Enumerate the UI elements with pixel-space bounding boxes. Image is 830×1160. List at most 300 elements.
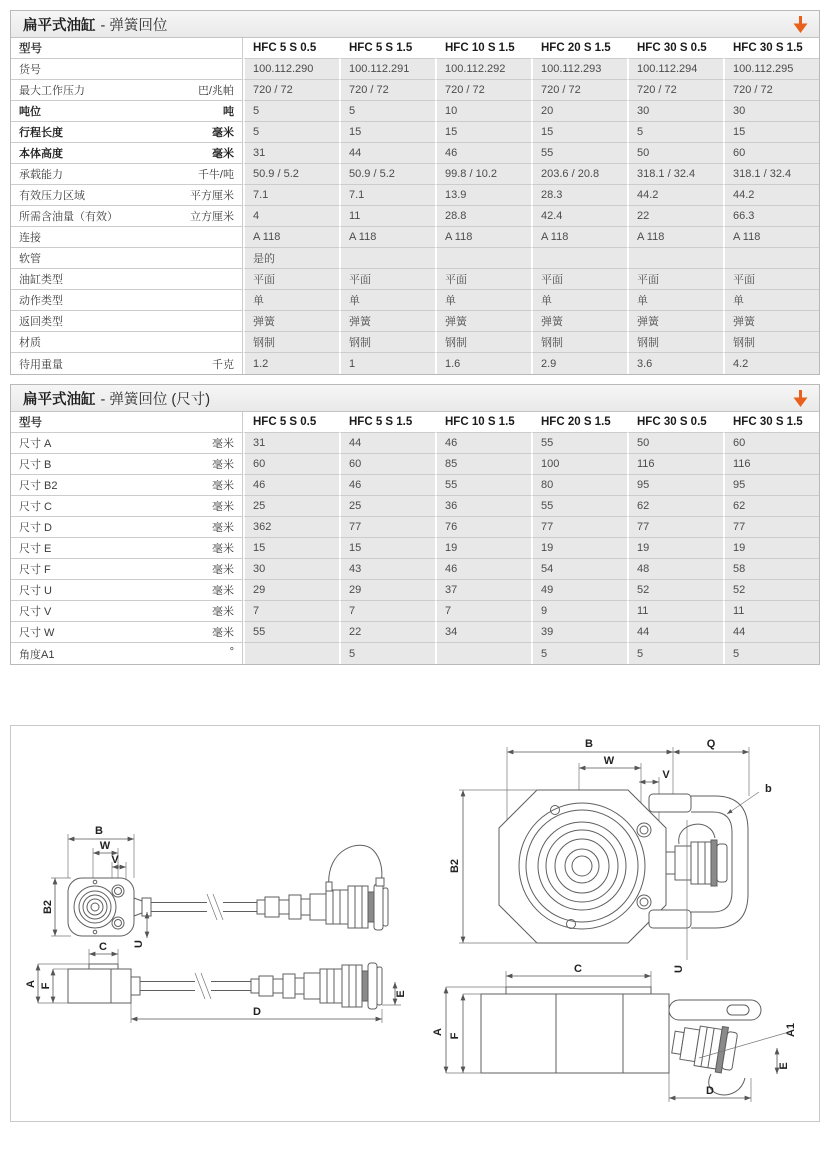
table-row — [11, 332, 819, 353]
model-header-row — [11, 38, 819, 59]
jump-down-arrow-icon[interactable] — [790, 13, 811, 36]
cell-value: 5 — [627, 122, 723, 143]
cell-value: 15 — [435, 122, 531, 143]
row-label-cell — [11, 248, 243, 269]
cell-value: 62 — [723, 496, 819, 517]
cell-value: A 118 — [723, 227, 819, 248]
cell-value: 5 — [339, 101, 435, 122]
cell-value: 平面 — [339, 269, 435, 290]
dim-label-a-right: A — [432, 1028, 444, 1036]
cell-value: 钢制 — [723, 332, 819, 353]
dim-label-c-left: C — [99, 941, 107, 953]
cell-value: 1.2 — [243, 353, 339, 374]
cell-value: 5 — [339, 643, 435, 664]
right-top-view — [449, 738, 772, 973]
row-label-text: 尺寸 F — [19, 564, 51, 576]
cell-value: 5 — [243, 101, 339, 122]
row-label-text: 尺寸 B — [19, 459, 52, 471]
row-label-cell — [11, 164, 243, 185]
cell-value: 30 — [243, 559, 339, 580]
row-label-text: 待用重量 — [19, 358, 63, 371]
cell-value: 66.3 — [723, 206, 819, 227]
spec-table-body — [11, 59, 819, 374]
cell-value: 46 — [243, 475, 339, 496]
section-title-main: 扁平式油缸 — [23, 17, 96, 34]
row-label-cell — [11, 517, 243, 538]
cell-value: 19 — [627, 538, 723, 559]
cell-value: 单 — [627, 290, 723, 311]
table-row — [11, 143, 819, 164]
cell-value: 11 — [723, 601, 819, 622]
dimensions-table-head — [11, 412, 819, 433]
cell-value: 39 — [531, 622, 627, 643]
cell-value: 46 — [435, 143, 531, 164]
row-unit-text: 平方厘米 — [190, 190, 234, 202]
cell-value: 平面 — [723, 269, 819, 290]
dimensions-table-block — [10, 384, 820, 665]
cell-value: 44 — [339, 143, 435, 164]
model-header-label: 型号 — [11, 412, 243, 433]
row-label-cell — [11, 143, 243, 164]
cell-value: 5 — [531, 643, 627, 664]
section-title-main: 扁平式油缸 — [23, 391, 96, 408]
cell-value: 10 — [435, 101, 531, 122]
cell-value: 116 — [723, 454, 819, 475]
dim-label-e-right: E — [778, 1062, 790, 1070]
row-unit-text: 千牛/吨 — [197, 169, 234, 181]
cell-value: 31 — [243, 143, 339, 164]
section-title-rest: - 弹簧回位 — [100, 17, 168, 34]
cell-value: 弹簧 — [531, 311, 627, 332]
cell-value — [339, 248, 435, 269]
cell-value: 54 — [531, 559, 627, 580]
cell-value: 100.112.292 — [435, 59, 531, 80]
cell-value: 62 — [627, 496, 723, 517]
cell-value: 15 — [243, 538, 339, 559]
cell-value: 52 — [723, 580, 819, 601]
cell-value: 28.8 — [435, 206, 531, 227]
cell-value: A 118 — [627, 227, 723, 248]
cell-value: 单 — [339, 290, 435, 311]
row-unit-text: 毫米 — [212, 543, 234, 555]
cell-value: 15 — [339, 538, 435, 559]
row-label-text: 尺寸 U — [19, 585, 52, 597]
cell-value: 100.112.295 — [723, 59, 819, 80]
cell-value: 4 — [243, 206, 339, 227]
cell-value: 48 — [627, 559, 723, 580]
table-row — [11, 580, 819, 601]
cell-value: 52 — [627, 580, 723, 601]
table-row — [11, 643, 819, 664]
cell-value: 100.112.293 — [531, 59, 627, 80]
cell-value: 弹簧 — [435, 311, 531, 332]
row-label-cell — [11, 290, 243, 311]
row-label-cell — [11, 622, 243, 643]
cell-value: 单 — [435, 290, 531, 311]
cell-value: A 118 — [531, 227, 627, 248]
dim-label-v-right: V — [662, 769, 670, 781]
cell-value: 29 — [243, 580, 339, 601]
row-label-cell — [11, 122, 243, 143]
dim-label-u-left: U — [133, 940, 145, 948]
cell-value: 60 — [723, 143, 819, 164]
cell-value: 44 — [723, 622, 819, 643]
technical-drawing-panel — [10, 725, 820, 1122]
row-label-cell — [11, 80, 243, 101]
section-title — [23, 14, 167, 35]
row-label-text: 尺寸 W — [19, 627, 55, 639]
cell-value: 31 — [243, 433, 339, 454]
cell-value: 100.112.294 — [627, 59, 723, 80]
cell-value: 80 — [531, 475, 627, 496]
table-row — [11, 248, 819, 269]
cell-value: 弹簧 — [627, 311, 723, 332]
table-row — [11, 80, 819, 101]
row-unit-text: 毫米 — [212, 480, 234, 492]
cell-value: 7 — [243, 601, 339, 622]
cell-value: 7 — [339, 601, 435, 622]
row-label-cell — [11, 559, 243, 580]
table-row — [11, 622, 819, 643]
cell-value: 203.6 / 20.8 — [531, 164, 627, 185]
cell-value — [531, 248, 627, 269]
model-column-header: HFC 30 S 0.5 — [627, 412, 723, 433]
cell-value: 25 — [243, 496, 339, 517]
cell-value: 平面 — [435, 269, 531, 290]
cell-value: 44.2 — [627, 185, 723, 206]
dimensions-table — [11, 412, 819, 664]
cell-value: 318.1 / 32.4 — [627, 164, 723, 185]
table-row — [11, 269, 819, 290]
dim-label-b2-left: B2 — [42, 899, 54, 915]
cell-value: 55 — [435, 475, 531, 496]
cell-value: 钢制 — [531, 332, 627, 353]
row-label-cell — [11, 475, 243, 496]
cell-value: 5 — [627, 643, 723, 664]
model-column-header: HFC 10 S 1.5 — [435, 38, 531, 59]
row-unit-text: ° — [229, 645, 234, 658]
cell-value: 720 / 72 — [531, 80, 627, 101]
cell-value: A 118 — [435, 227, 531, 248]
model-column-header: HFC 10 S 1.5 — [435, 412, 531, 433]
row-label-text: 有效压力区域 — [19, 190, 85, 202]
table-row — [11, 311, 819, 332]
row-label-cell — [11, 353, 243, 374]
table-row — [11, 559, 819, 580]
cell-value: 37 — [435, 580, 531, 601]
cell-value — [723, 248, 819, 269]
cell-value: 20 — [531, 101, 627, 122]
row-label-cell — [11, 332, 243, 353]
cell-value: 34 — [435, 622, 531, 643]
table-row — [11, 475, 819, 496]
spec-table — [11, 38, 819, 374]
row-label-text: 承载能力 — [19, 169, 63, 181]
cell-value: 弹簧 — [339, 311, 435, 332]
model-header-row — [11, 412, 819, 433]
table-row — [11, 601, 819, 622]
cell-value: 55 — [243, 622, 339, 643]
cell-value: 单 — [531, 290, 627, 311]
model-column-header: HFC 30 S 0.5 — [627, 38, 723, 59]
cell-value: 钢制 — [243, 332, 339, 353]
dim-label-d-left: D — [253, 1006, 261, 1018]
row-label-text: 材质 — [19, 337, 41, 349]
cell-value: 13.9 — [435, 185, 531, 206]
cell-value: 77 — [339, 517, 435, 538]
dim-label-c-right: C — [574, 963, 582, 975]
model-column-header: HFC 20 S 1.5 — [531, 38, 627, 59]
model-column-header: HFC 20 S 1.5 — [531, 412, 627, 433]
cell-value: 3.6 — [627, 353, 723, 374]
row-unit-text: 毫米 — [212, 606, 234, 618]
spec-table-title-bar — [11, 11, 819, 38]
cell-value: 720 / 72 — [243, 80, 339, 101]
technical-drawing — [11, 726, 819, 1121]
cell-value: 720 / 72 — [435, 80, 531, 101]
cell-value: 7 — [435, 601, 531, 622]
dim-label-b-left: B — [95, 825, 103, 837]
cell-value: 55 — [531, 143, 627, 164]
table-row — [11, 517, 819, 538]
cell-value: 弹簧 — [723, 311, 819, 332]
cell-value: 29 — [339, 580, 435, 601]
cell-value: 11 — [339, 206, 435, 227]
cell-value: A 118 — [243, 227, 339, 248]
section-title — [23, 388, 210, 409]
row-unit-text: 吨 — [223, 106, 234, 118]
row-label-cell — [11, 269, 243, 290]
row-label-cell — [11, 311, 243, 332]
dim-label-v-left: V — [111, 854, 119, 866]
row-unit-text: 毫米 — [212, 148, 234, 160]
cell-value: 19 — [531, 538, 627, 559]
cell-value: 弹簧 — [243, 311, 339, 332]
cell-value: 5 — [243, 122, 339, 143]
row-label-cell — [11, 601, 243, 622]
model-column-header: HFC 5 S 0.5 — [243, 412, 339, 433]
row-label-cell — [11, 185, 243, 206]
row-unit-text: 毫米 — [212, 627, 234, 639]
row-unit-text: 巴/兆帕 — [197, 85, 234, 97]
row-unit-text: 毫米 — [212, 438, 234, 450]
cell-value — [627, 248, 723, 269]
cell-value: 钢制 — [339, 332, 435, 353]
table-row — [11, 206, 819, 227]
section-title-rest: - 弹簧回位 (尺寸) — [100, 391, 211, 408]
cell-value: 60 — [339, 454, 435, 475]
cell-value: 9 — [531, 601, 627, 622]
table-row — [11, 227, 819, 248]
cell-value: 7.1 — [339, 185, 435, 206]
cell-value: 44 — [339, 433, 435, 454]
cell-value: 116 — [627, 454, 723, 475]
model-column-header: HFC 5 S 1.5 — [339, 38, 435, 59]
table-row — [11, 101, 819, 122]
cell-value: 46 — [339, 475, 435, 496]
table-row — [11, 538, 819, 559]
dim-label-handle-b: b — [765, 783, 772, 795]
cell-value: 15 — [723, 122, 819, 143]
cell-value: 85 — [435, 454, 531, 475]
cell-value: 77 — [723, 517, 819, 538]
down-arrow-glyph — [792, 15, 809, 34]
dim-label-a1-right: A1 — [785, 1022, 797, 1038]
cell-value: 95 — [723, 475, 819, 496]
row-unit-text: 毫米 — [212, 564, 234, 576]
table-row — [11, 454, 819, 475]
row-label-text: 货号 — [19, 64, 41, 76]
cell-value: 60 — [723, 433, 819, 454]
row-label-cell — [11, 538, 243, 559]
model-column-header: HFC 5 S 0.5 — [243, 38, 339, 59]
cell-value: 19 — [723, 538, 819, 559]
cell-value: 76 — [435, 517, 531, 538]
model-header-label: 型号 — [11, 38, 243, 59]
cell-value: 22 — [339, 622, 435, 643]
row-label-cell — [11, 59, 243, 80]
table-row — [11, 164, 819, 185]
row-unit-text: 毫米 — [212, 459, 234, 471]
cell-value: 42.4 — [531, 206, 627, 227]
row-label-text: 软管 — [19, 253, 41, 265]
dim-label-q-right: Q — [706, 738, 716, 750]
cell-value: 50.9 / 5.2 — [243, 164, 339, 185]
cell-value: 46 — [435, 559, 531, 580]
cell-value: 43 — [339, 559, 435, 580]
dim-label-u-right: U — [673, 965, 685, 973]
cell-value: 77 — [627, 517, 723, 538]
dim-label-b-right: B — [585, 738, 593, 750]
dim-label-f-left: F — [40, 982, 52, 990]
model-column-header: HFC 30 S 1.5 — [723, 38, 819, 59]
cell-value: 28.3 — [531, 185, 627, 206]
row-label-text: 行程长度 — [19, 127, 63, 139]
dim-label-w-right: W — [603, 755, 615, 767]
dim-label-b2-right: B2 — [449, 858, 461, 874]
dimensions-table-title-bar — [11, 385, 819, 412]
cell-value: 100.112.291 — [339, 59, 435, 80]
cell-value: 11 — [627, 601, 723, 622]
row-label-text: 返回类型 — [19, 316, 63, 328]
cell-value: 22 — [627, 206, 723, 227]
row-unit-text: 千克 — [212, 358, 234, 371]
cell-value: 7.1 — [243, 185, 339, 206]
row-label-text: 尺寸 D — [19, 522, 52, 534]
row-label-text: 尺寸 A — [19, 438, 52, 450]
dim-label-f-right: F — [449, 1032, 461, 1040]
cell-value: 55 — [531, 433, 627, 454]
cell-value: 99.8 / 10.2 — [435, 164, 531, 185]
cell-value: 100 — [531, 454, 627, 475]
row-label-text: 吨位 — [19, 106, 41, 118]
cell-value: 44 — [627, 622, 723, 643]
cell-value: 49 — [531, 580, 627, 601]
row-unit-text: 毫米 — [212, 585, 234, 597]
row-label-text: 最大工作压力 — [19, 85, 85, 97]
spec-table-block — [10, 10, 820, 375]
row-unit-text: 毫米 — [212, 127, 234, 139]
cell-value: 15 — [339, 122, 435, 143]
left-top-view — [42, 825, 388, 948]
cell-value: 77 — [531, 517, 627, 538]
row-label-text: 角度A1 — [19, 648, 55, 661]
row-label-text: 动作类型 — [19, 295, 63, 307]
row-label-cell — [11, 643, 243, 664]
spec-table-head — [11, 38, 819, 59]
cell-value: 平面 — [243, 269, 339, 290]
cell-value: A 118 — [339, 227, 435, 248]
row-unit-text: 立方厘米 — [190, 211, 234, 223]
cell-value: 平面 — [531, 269, 627, 290]
cell-value: 50.9 / 5.2 — [339, 164, 435, 185]
cell-value: 25 — [339, 496, 435, 517]
cell-value: 平面 — [627, 269, 723, 290]
row-label-text: 尺寸 C — [19, 501, 52, 513]
cell-value: 50 — [627, 143, 723, 164]
row-label-cell — [11, 580, 243, 601]
dim-label-a-left: A — [25, 980, 37, 988]
cell-value: 36 — [435, 496, 531, 517]
table-row — [11, 433, 819, 454]
table-row — [11, 122, 819, 143]
cell-value: 318.1 / 32.4 — [723, 164, 819, 185]
table-row — [11, 185, 819, 206]
table-row — [11, 496, 819, 517]
cell-value: 720 / 72 — [723, 80, 819, 101]
cell-value: 钢制 — [435, 332, 531, 353]
row-label-text: 尺寸 V — [19, 606, 52, 618]
table-row — [11, 59, 819, 80]
down-arrow-glyph — [792, 389, 809, 408]
row-label-text: 尺寸 B2 — [19, 480, 58, 492]
cell-value: 2.9 — [531, 353, 627, 374]
cell-value: 5 — [723, 643, 819, 664]
cell-value: 95 — [627, 475, 723, 496]
cell-value: 60 — [243, 454, 339, 475]
cell-value: 720 / 72 — [339, 80, 435, 101]
cell-value — [435, 643, 531, 664]
cell-value: 44.2 — [723, 185, 819, 206]
cell-value: 55 — [531, 496, 627, 517]
row-label-text: 连接 — [19, 232, 41, 244]
cell-value: 15 — [531, 122, 627, 143]
cell-value: 1.6 — [435, 353, 531, 374]
cell-value: 4.2 — [723, 353, 819, 374]
dimensions-table-body — [11, 433, 819, 664]
tilted-coupler — [670, 1019, 738, 1074]
row-label-text: 本体高度 — [19, 148, 63, 160]
cell-value: 362 — [243, 517, 339, 538]
cell-value: 钢制 — [627, 332, 723, 353]
cell-value: 单 — [723, 290, 819, 311]
row-label-cell — [11, 496, 243, 517]
model-column-header: HFC 5 S 1.5 — [339, 412, 435, 433]
row-label-text: 尺寸 E — [19, 543, 52, 555]
row-label-text: 油缸类型 — [19, 274, 63, 286]
right-side-view — [432, 963, 797, 1102]
cell-value: 19 — [435, 538, 531, 559]
cell-value: 100.112.290 — [243, 59, 339, 80]
cell-value: 720 / 72 — [627, 80, 723, 101]
cell-value — [243, 643, 339, 664]
dim-label-w-left: W — [99, 840, 111, 852]
cell-value: 46 — [435, 433, 531, 454]
jump-down-arrow-icon[interactable] — [790, 387, 811, 410]
cell-value: 58 — [723, 559, 819, 580]
dim-label-e-left: E — [395, 990, 407, 998]
row-unit-text: 毫米 — [212, 522, 234, 534]
